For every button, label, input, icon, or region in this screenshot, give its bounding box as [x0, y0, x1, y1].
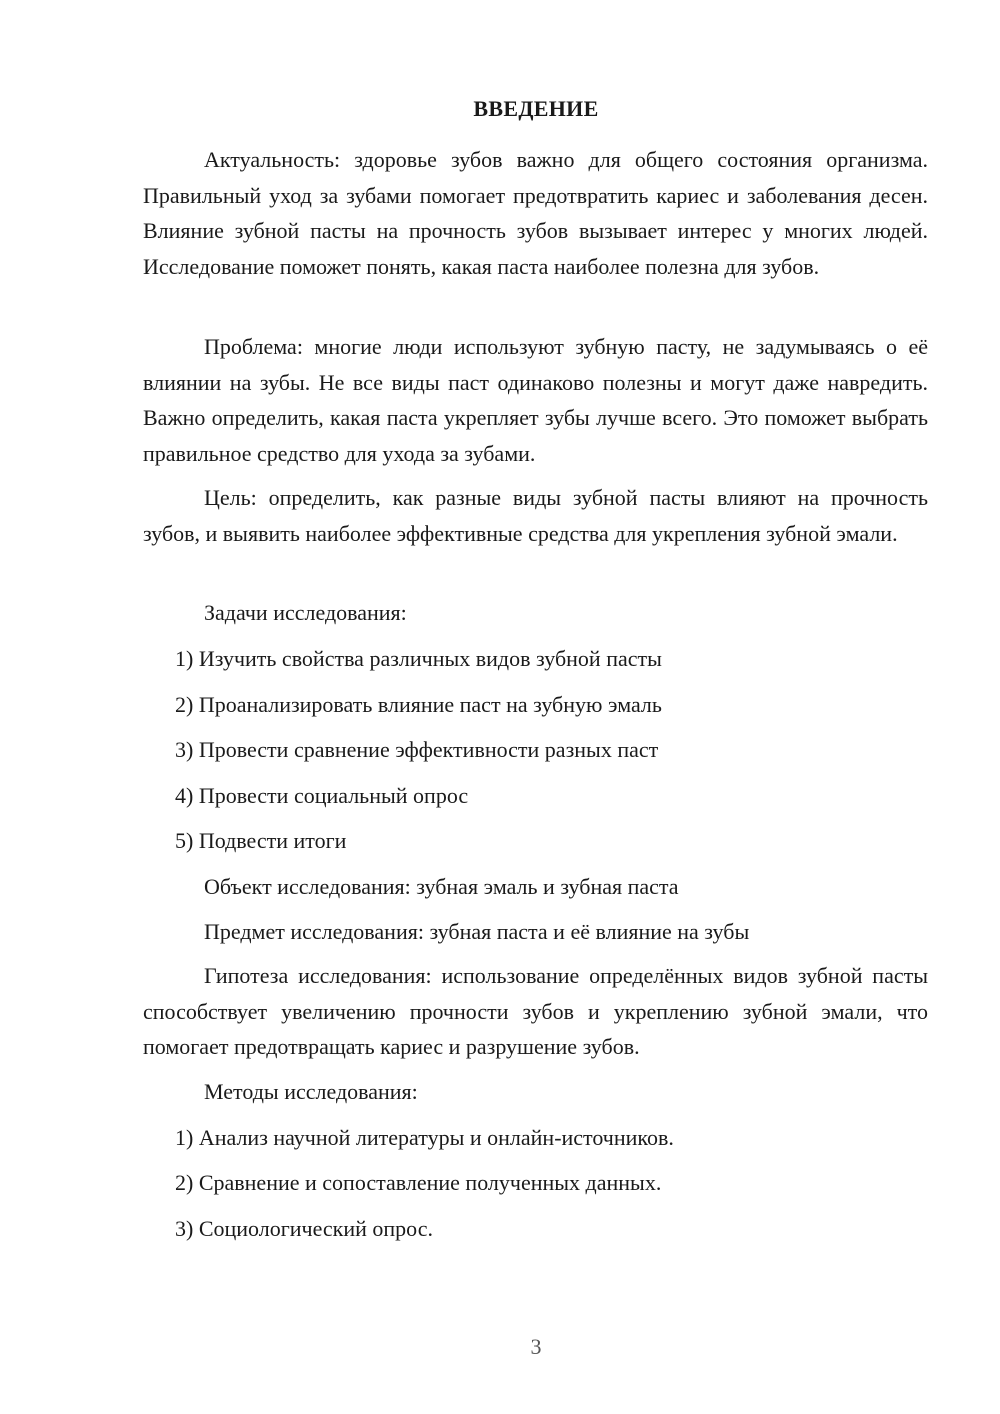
relevance-paragraph: Актуальность: здоровье зубов важно для общего состояния организма. Правильный уход за зубами помогает предотвратить кариес и заболевания десен. Влияние зубной пасты на прочность зубов вызывает интерес у многих людей. Исследование поможет понять, какая паста наиболее полезна для зубов. — [143, 147, 928, 279]
section-heading: ВВЕДЕНИЕ — [473, 96, 599, 121]
task-item: 4) Провести социальный опрос — [175, 783, 469, 808]
task-item: 5) Подвести итоги — [175, 828, 347, 853]
hypothesis-paragraph: Гипотеза исследования: использование определённых видов зубной пасты способствует увеличению прочности зубов и укреплению зубной эмали, что помогает предотвращать кариес и разрушение зубов. — [143, 963, 928, 1059]
task-item: 1) Изучить свойства различных видов зубной пасты — [175, 646, 662, 671]
methods-title: Методы исследования: — [204, 1079, 418, 1104]
method-item: 1) Анализ научной литературы и онлайн-источников. — [175, 1125, 674, 1150]
research-object: Объект исследования: зубная эмаль и зубная паста — [204, 874, 679, 899]
method-item: 2) Сравнение и сопоставление полученных данных. — [175, 1170, 662, 1195]
research-subject: Предмет исследования: зубная паста и её влияние на зубы — [204, 919, 750, 944]
task-item: 2) Проанализировать влияние паст на зубную эмаль — [175, 692, 662, 717]
tasks-title: Задачи исследования: — [204, 600, 407, 625]
task-item: 3) Провести сравнение эффективности разных паст — [175, 737, 659, 762]
page-number: 3 — [530, 1334, 542, 1359]
problem-paragraph: Проблема: многие люди используют зубную пасту, не задумываясь о её влиянии на зубы. Не все виды паст одинаково полезны и могут даже навредить. Важно определить, какая паста укрепляет зубы лучше всего. Это поможет выбрать правильное средство для ухода за зубами. — [143, 334, 928, 466]
method-item: 3) Социологический опрос. — [175, 1216, 433, 1241]
goal-paragraph: Цель: определить, как разные виды зубной пасты влияют на прочность зубов, и выявить наиболее эффективные средства для укрепления зубной эмали. — [143, 485, 928, 546]
